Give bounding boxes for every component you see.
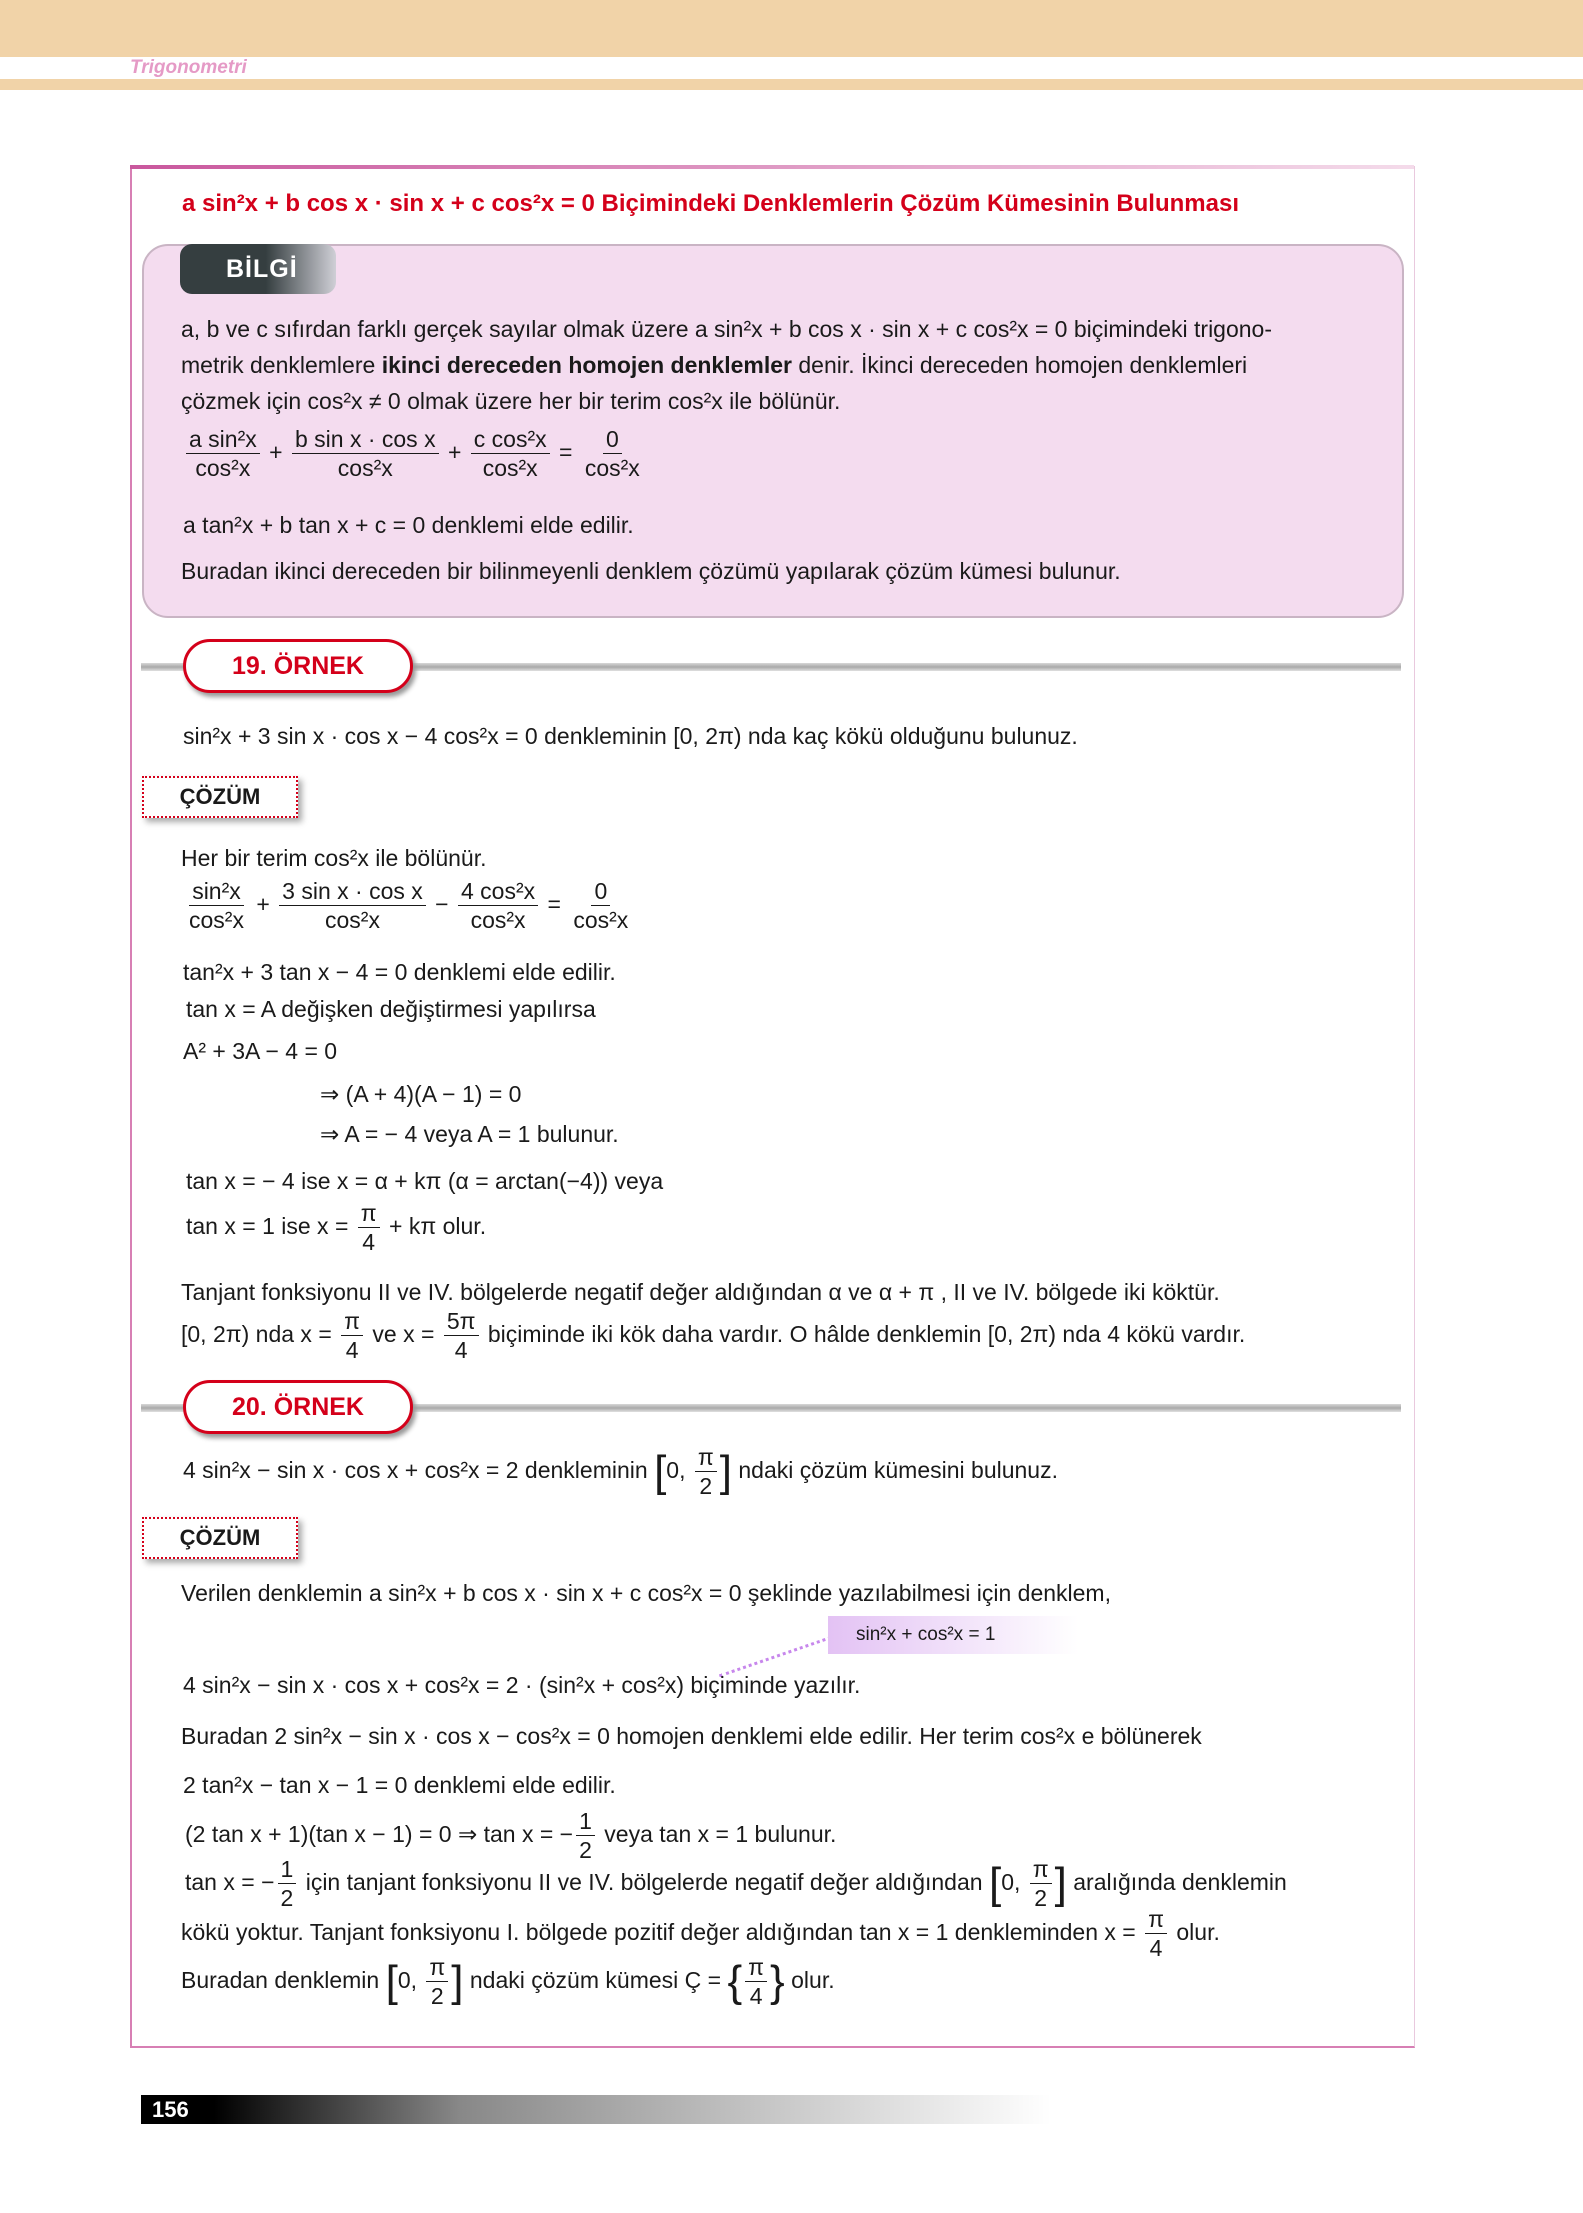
- text-run: tan x = − 4 ise x = α + kπ (α = arctan(−4)) veya: [186, 1168, 664, 1194]
- solution-line: [181, 1281, 1220, 1304]
- fraction: [1030, 1858, 1052, 1910]
- fraction-denominator: 2: [280, 1885, 294, 1911]
- example-20-question: [183, 1446, 1058, 1498]
- fraction: [458, 880, 538, 932]
- text-run: çözmek için cos²x ≠ 0 olmak üzere her bir terim cos²x ile bölünür.: [181, 388, 841, 414]
- fraction-denominator: cos²x: [195, 455, 251, 481]
- fraction-numerator: sin²x: [189, 880, 244, 906]
- solution-line: [181, 1956, 835, 2008]
- fraction-numerator: π: [341, 1310, 363, 1336]
- text-run: 4 sin²x − sin x · cos x + cos²x = 2 · (sin²x + cos²x) biçiminde yazılır.: [183, 1672, 861, 1698]
- bracket: [: [654, 1447, 667, 1496]
- solution-formula: [183, 880, 634, 932]
- fraction-denominator: cos²x: [573, 907, 629, 933]
- text-run: aralığında denklemin: [1066, 1869, 1287, 1896]
- text-run: ndaki çözüm kümesi Ç =: [463, 1967, 728, 1994]
- solution-line: [181, 1725, 1202, 1748]
- fraction-denominator: cos²x: [482, 455, 538, 481]
- fraction: [570, 880, 631, 932]
- chapter-name: Trigonometri: [130, 57, 247, 78]
- example-19-question: [183, 725, 1078, 748]
- example-20-label: 20. ÖRNEK: [183, 1380, 413, 1434]
- fraction: [358, 1202, 380, 1254]
- text-run: için tanjant fonksiyonu II ve IV. bölgelerde negatif değer aldığından: [299, 1869, 989, 1896]
- text-run: Her bir terim cos²x ile bölünür.: [181, 845, 487, 871]
- text-run: =: [541, 891, 568, 918]
- fraction-numerator: 0: [591, 880, 610, 906]
- fraction-numerator: π: [1030, 1858, 1052, 1884]
- identity-note: sin²x + cos²x = 1: [828, 1616, 1078, 1654]
- fraction-numerator: π: [745, 1956, 767, 1982]
- example-19-solution-label: ÇÖZÜM: [142, 776, 298, 818]
- fraction-denominator: 2: [1034, 1885, 1048, 1911]
- text-run: veya tan x = 1 bulunur.: [597, 1821, 837, 1848]
- fraction-denominator: cos²x: [325, 907, 380, 933]
- header-band: [0, 0, 1583, 57]
- info-line: [181, 390, 840, 413]
- solution-line: [181, 1582, 1111, 1605]
- solution-line: [181, 1908, 1220, 1960]
- fraction: [426, 1956, 448, 2008]
- fraction-denominator: 4: [749, 1983, 763, 2009]
- info-box-label: BİLGİ: [180, 244, 336, 294]
- text-run: +: [441, 439, 468, 466]
- fraction: [292, 428, 439, 480]
- fraction-numerator: 1: [278, 1858, 297, 1884]
- info-line: [181, 354, 1247, 377]
- solution-line: [185, 1810, 836, 1862]
- text-run: tan x = 1 ise x =: [186, 1213, 355, 1240]
- text-run: −: [428, 891, 455, 918]
- fraction-numerator: a sin²x: [186, 428, 260, 454]
- fraction: [471, 428, 550, 480]
- fraction-denominator: cos²x: [189, 907, 244, 933]
- fraction-numerator: 5π: [444, 1310, 479, 1336]
- text-run: ⇒ A = − 4 veya A = 1 bulunur.: [320, 1121, 619, 1147]
- solution-line: [320, 1083, 521, 1106]
- fraction-numerator: π: [1145, 1908, 1167, 1934]
- bracket: [: [385, 1957, 398, 2006]
- solution-line: [186, 1170, 663, 1193]
- info-line: [183, 514, 634, 537]
- text-run: +: [249, 891, 277, 918]
- text-run: A² + 3A − 4 = 0: [183, 1038, 338, 1064]
- fraction: [582, 428, 643, 480]
- fraction-numerator: 3 sin x · cos x: [279, 880, 426, 906]
- text-run: a tan²x + b tan x + c = 0 denklemi elde edilir.: [183, 512, 634, 538]
- bracket: }: [770, 1957, 785, 2006]
- fraction-denominator: 4: [1149, 1935, 1163, 1961]
- fraction-denominator: 2: [430, 1983, 444, 2009]
- bracket: {: [727, 1957, 743, 2006]
- text-run: 4 sin²x − sin x · cos x + cos²x = 2 denkleminin: [183, 1457, 655, 1484]
- text-run: 0,: [666, 1457, 692, 1484]
- fraction: [279, 880, 426, 932]
- text-run: Buradan denklemin: [181, 1967, 386, 1994]
- solution-line: [183, 961, 616, 984]
- fraction: [278, 1858, 297, 1910]
- text-run: tan²x + 3 tan x − 4 = 0 denklemi elde edilir.: [183, 959, 616, 985]
- example-20-solution-label: ÇÖZÜM: [142, 1517, 298, 1559]
- text-run: 0,: [397, 1967, 424, 1994]
- solution-line: [183, 1774, 616, 1797]
- text-run: metrik denklemlere: [181, 352, 382, 378]
- text-run: a, b ve c sıfırdan farklı gerçek sayılar olmak üzere a sin²x + b cos x · sin x + c cos²x = 0 biçimindeki trigono-: [181, 316, 1273, 342]
- fraction: [186, 880, 247, 932]
- text-run: olur.: [1169, 1919, 1220, 1946]
- text-run: Tanjant fonksiyonu II ve IV. bölgelerde negatif değer aldığından α ve α + π , II ve IV. bölgede iki köktür.: [181, 1279, 1220, 1305]
- text-run: 2 tan²x − tan x − 1 = 0 denklemi elde edilir.: [183, 1772, 616, 1798]
- header-band-lower: [0, 79, 1583, 90]
- solution-line: [183, 1674, 860, 1697]
- text-run: Buradan ikinci dereceden bir bilinmeyenli denklem çözümü yapılarak çözüm kümesi bulunur.: [181, 558, 1121, 584]
- text-run: denir. İkinci dereceden homojen denklemleri: [792, 352, 1248, 378]
- fraction-numerator: 1: [576, 1810, 595, 1836]
- page-number: 156: [152, 2097, 189, 2122]
- solution-line: [186, 1202, 486, 1254]
- text-run: tan x = −: [185, 1869, 275, 1896]
- text-run: Buradan 2 sin²x − sin x · cos x − cos²x = 0 homojen denklemi elde edilir. Her terim cos²x e bölünerek: [181, 1723, 1202, 1749]
- fraction: [1145, 1908, 1167, 1960]
- fraction: [695, 1446, 717, 1498]
- text-run: +: [262, 439, 289, 466]
- fraction-numerator: b sin x · cos x: [292, 428, 439, 454]
- fraction-numerator: 4 cos²x: [458, 880, 538, 906]
- fraction-denominator: 4: [345, 1337, 359, 1363]
- text-run: [0, 2π) nda x =: [181, 1321, 339, 1348]
- text-run: ⇒ (A + 4)(A − 1) = 0: [320, 1081, 522, 1107]
- bracket: ]: [719, 1447, 732, 1496]
- fraction-denominator: cos²x: [337, 455, 393, 481]
- content-frame-top: [130, 165, 1414, 169]
- text-run: ve x =: [366, 1321, 441, 1348]
- fraction-denominator: 4: [362, 1229, 376, 1255]
- fraction: [576, 1810, 595, 1862]
- text-run: Verilen denklemin a sin²x + b cos x · sin x + c cos²x = 0 şeklinde yazılabilmesi için denklem,: [181, 1580, 1111, 1606]
- text-run: (2 tan x + 1)(tan x − 1) = 0 ⇒ tan x = −: [185, 1821, 574, 1848]
- text-run: kökü yoktur. Tanjant fonksiyonu I. bölgede pozitif değer aldığından tan x = 1 denkleminden x =: [181, 1919, 1143, 1946]
- text-run: =: [552, 439, 579, 466]
- text-run: tan x = A değişken değiştirmesi yapılırsa: [186, 996, 596, 1022]
- text-run: 0,: [1001, 1869, 1027, 1896]
- text-run: olur.: [784, 1967, 835, 1994]
- solution-line: [181, 847, 487, 870]
- solution-line: [185, 1858, 1287, 1910]
- section-title: a sin²x + b cos x · sin x + c cos²x = 0 Biçimindeki Denklemlerin Çözüm Kümesinin Bulunması: [182, 190, 1239, 217]
- fraction-numerator: c cos²x: [471, 428, 550, 454]
- fraction: [745, 1956, 767, 2008]
- text-run: sin²x + 3 sin x · cos x − 4 cos²x = 0 denkleminin [0, 2π) nda kaç kökü olduğunu bulunuz.: [183, 723, 1078, 749]
- fraction-numerator: π: [695, 1446, 717, 1472]
- solution-line: [183, 1040, 337, 1063]
- solution-line: [320, 1123, 619, 1146]
- solution-line: [181, 1310, 1245, 1362]
- fraction: [341, 1310, 363, 1362]
- fraction-denominator: 4: [454, 1337, 468, 1363]
- text-run: ndaki çözüm kümesini bulunuz.: [731, 1457, 1058, 1484]
- info-line: [181, 318, 1272, 341]
- bracket: [: [988, 1859, 1002, 1908]
- text-run: + kπ olur.: [382, 1213, 487, 1240]
- info-line: [181, 560, 1121, 583]
- fraction-numerator: π: [358, 1202, 380, 1228]
- text-run: biçiminde iki kök daha vardır. O hâlde denklemin [0, 2π) nda 4 kökü vardır.: [481, 1321, 1246, 1348]
- fraction-denominator: cos²x: [470, 907, 526, 933]
- bold-text: ikinci dereceden homojen denklemler: [381, 352, 792, 378]
- example-19-label: 19. ÖRNEK: [183, 639, 413, 693]
- bracket: ]: [1054, 1859, 1067, 1908]
- fraction-denominator: cos²x: [584, 455, 640, 481]
- fraction-denominator: 2: [579, 1837, 592, 1863]
- fraction-denominator: 2: [699, 1473, 713, 1499]
- fraction: [444, 1310, 479, 1362]
- info-formula: [183, 428, 646, 480]
- bracket: ]: [451, 1957, 464, 2006]
- solution-line: [186, 998, 596, 1021]
- fraction-numerator: π: [426, 1956, 448, 1982]
- footer-bar: [141, 2095, 1051, 2124]
- fraction: [186, 428, 260, 480]
- fraction-numerator: 0: [603, 428, 622, 454]
